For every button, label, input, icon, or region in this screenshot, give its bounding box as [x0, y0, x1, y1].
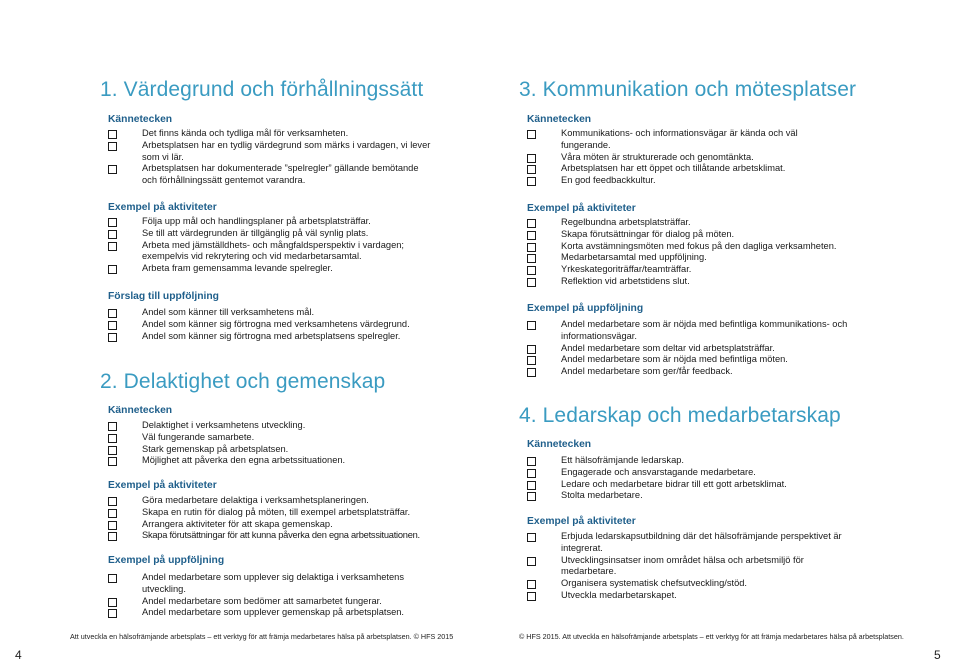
checkbox-icon [527, 481, 536, 490]
checkbox-icon [108, 434, 117, 443]
heading-aktiviteter: Exempel på aktiviteter [108, 480, 217, 491]
list-item: Skapa förutsättningar för dialog på möten. [527, 229, 872, 241]
list-item: Arbetsplatsen har en tydlig värdegrund som märks i vardagen, vi lever som vi lär. [108, 140, 433, 164]
list-item: Andel som känner sig förtrogna med arbetsplatsens spelregler. [108, 331, 453, 343]
heading-uppfoljning: Exempel på uppföljning [527, 303, 644, 314]
list-kannetecken-4 [527, 455, 872, 502]
heading-aktiviteter: Exempel på aktiviteter [108, 202, 217, 213]
checkbox-icon [527, 356, 536, 365]
checkbox-icon [108, 422, 117, 431]
list-item: Organisera systematisk chefsutveckling/stöd. [527, 578, 857, 590]
list-item: Utvecklingsinsatser inom området hälsa och arbetsmiljö för medarbetare. [527, 555, 857, 579]
checkbox-icon [108, 446, 117, 455]
checkbox-icon [527, 231, 536, 240]
section-title-2: 2. Delaktighet och gemenskap [100, 370, 386, 393]
list-uppfoljning-2 [108, 572, 433, 619]
list-item: Arbetsplatsen har ett öppet och tillåtande arbetsklimat. [527, 163, 827, 175]
checkbox-icon [527, 592, 536, 601]
checkbox-icon [527, 533, 536, 542]
checkbox-icon [527, 219, 536, 228]
list-item: Korta avstämningsmöten med fokus på den dagliga verksamheten. [527, 241, 872, 253]
list-item: Göra medarbetare delaktiga i verksamhetsplaneringen. [108, 495, 453, 507]
list-item: Andel medarbetare som ger/får feedback. [527, 366, 857, 378]
checkbox-icon [527, 492, 536, 501]
list-item: Det finns kända och tydliga mål för verksamheten. [108, 128, 433, 140]
checkbox-icon [108, 497, 117, 506]
list-item: Väl fungerande samarbete. [108, 432, 453, 444]
checkbox-icon [108, 218, 117, 227]
list-item: Andel som känner sig förtrogna med verksamhetens värdegrund. [108, 319, 453, 331]
list-item: Följa upp mål och handlingsplaner på arbetsplatsträffar. [108, 216, 453, 228]
heading-aktiviteter: Exempel på aktiviteter [527, 203, 636, 214]
footer-left: Att utveckla en hälsofrämjande arbetsplats – ett verktyg för att främja medarbetares hälsa på arbetsplatsen. © HFS 2015 [70, 632, 454, 641]
checkbox-icon [108, 609, 117, 618]
checkbox-icon [108, 265, 117, 274]
list-item: Se till att värdegrunden är tillgänglig på väl synlig plats. [108, 228, 453, 240]
checkbox-icon [108, 333, 117, 342]
checkbox-icon [527, 254, 536, 263]
heading-uppfoljning: Förslag till uppföljning [108, 291, 219, 302]
checkbox-icon [527, 165, 536, 174]
section-title-4: 4. Ledarskap och medarbetarskap [519, 404, 841, 427]
heading-kannetecken: Kännetecken [108, 405, 173, 416]
checkbox-icon [527, 557, 536, 566]
list-item: Medarbetarsamtal med uppföljning. [527, 252, 872, 264]
checkbox-icon [527, 469, 536, 478]
list-item: Skapa en rutin för dialog på möten, till exempel arbetsplatsträffar. [108, 507, 453, 519]
list-item: Skapa förutsättningar för att kunna påverka den egna arbetssituationen. [108, 530, 453, 542]
checkbox-icon [527, 345, 536, 354]
checkbox-icon [527, 177, 536, 186]
list-item: Delaktighet i verksamhetens utveckling. [108, 420, 453, 432]
section-title-1: 1. Värdegrund och förhållningssätt [100, 78, 424, 101]
list-aktiviteter-3 [527, 217, 872, 288]
list-item: Arbetsplatsen har dokumenterade ”spelregler” gällande bemötande och förhållningssätt gentemot varandra. [108, 163, 433, 187]
heading-kannetecken: Kännetecken [527, 114, 592, 125]
list-item: Kommunikations- och informationsvägar är kända och väl fungerande. [527, 128, 827, 152]
list-aktiviteter-2 [108, 495, 453, 542]
list-kannetecken-3 [527, 128, 827, 187]
checkbox-icon [527, 368, 536, 377]
list-item: Ledare och medarbetare bidrar till ett gott arbetsklimat. [527, 479, 872, 491]
checkbox-icon [108, 521, 117, 530]
list-item: Andel medarbetare som upplever sig delaktiga i verksamhetens utveckling. [108, 572, 433, 596]
list-item: Reflektion vid arbetstidens slut. [527, 276, 872, 288]
heading-uppfoljning: Exempel på uppföljning [108, 555, 225, 566]
checkbox-icon [108, 598, 117, 607]
list-item: Våra möten är strukturerade och genomtänkta. [527, 152, 827, 164]
heading-kannetecken: Kännetecken [527, 439, 592, 450]
list-item: Andel medarbetare som är nöjda med befintliga möten. [527, 354, 857, 366]
list-item: Andel som känner till verksamhetens mål. [108, 307, 453, 319]
list-kannetecken-2 [108, 420, 453, 467]
footer-right: © HFS 2015. Att utveckla en hälsofrämjande arbetsplats – ett verktyg för att främja medarbetares hälsa på arbetsplatsen. [519, 632, 904, 641]
page-number-left: 4 [15, 648, 22, 662]
list-kannetecken-1 [108, 128, 433, 187]
list-item: Engagerade och ansvarstagande medarbetare. [527, 467, 872, 479]
section-title-3: 3. Kommunikation och mötesplatser [519, 78, 857, 101]
list-item: Arrangera aktiviteter för att skapa gemenskap. [108, 519, 453, 531]
list-item: Andel medarbetare som är nöjda med befintliga kommunikations- och informationsvägar. [527, 319, 857, 343]
list-item: Yrkeskategoriträffar/teamträffar. [527, 264, 872, 276]
checkbox-icon [108, 142, 117, 151]
checkbox-icon [527, 243, 536, 252]
list-item: Ett hälsofrämjande ledarskap. [527, 455, 872, 467]
list-item: Utveckla medarbetarskapet. [527, 590, 857, 602]
checkbox-icon [527, 266, 536, 275]
page-number-right: 5 [934, 648, 941, 662]
checkbox-icon [108, 242, 117, 251]
list-item: Andel medarbetare som upplever gemenskap på arbetsplatsen. [108, 607, 433, 619]
checkbox-icon [527, 580, 536, 589]
heading-kannetecken: Kännetecken [108, 114, 173, 125]
list-item: Stark gemenskap på arbetsplatsen. [108, 444, 453, 456]
checkbox-icon [527, 130, 536, 139]
checkbox-icon [108, 321, 117, 330]
list-item: Arbeta fram gemensamma levande spelregler. [108, 263, 453, 275]
list-item: Andel medarbetare som bedömer att samarbetet fungerar. [108, 596, 433, 608]
checkbox-icon [527, 321, 536, 330]
heading-aktiviteter: Exempel på aktiviteter [527, 516, 636, 527]
checkbox-icon [108, 130, 117, 139]
list-item: Regelbundna arbetsplatsträffar. [527, 217, 872, 229]
checkbox-icon [108, 230, 117, 239]
list-aktiviteter-1 [108, 216, 453, 275]
list-uppfoljning-3 [527, 319, 857, 378]
checkbox-icon [108, 509, 117, 518]
list-item: Arbeta med jämställdhets- och mångfaldsperspektiv i vardagen; exempelvis vid rekrytering och vid medarbetarsamtal. [108, 240, 453, 264]
checkbox-icon [108, 457, 117, 466]
checkbox-icon [108, 165, 117, 174]
checkbox-icon [527, 154, 536, 163]
list-aktiviteter-4 [527, 531, 857, 602]
list-item: En god feedbackkultur. [527, 175, 827, 187]
list-item: Möjlighet att påverka den egna arbetssituationen. [108, 455, 453, 467]
checkbox-icon [108, 574, 117, 583]
checkbox-icon [108, 532, 117, 541]
list-item: Andel medarbetare som deltar vid arbetsplatsträffar. [527, 343, 857, 355]
checkbox-icon [527, 457, 536, 466]
list-uppfoljning-1 [108, 307, 453, 342]
list-item: Erbjuda ledarskapsutbildning där det hälsofrämjande perspektivet är integrerat. [527, 531, 857, 555]
checkbox-icon [527, 278, 536, 287]
list-item: Stolta medarbetare. [527, 490, 872, 502]
checkbox-icon [108, 309, 117, 318]
